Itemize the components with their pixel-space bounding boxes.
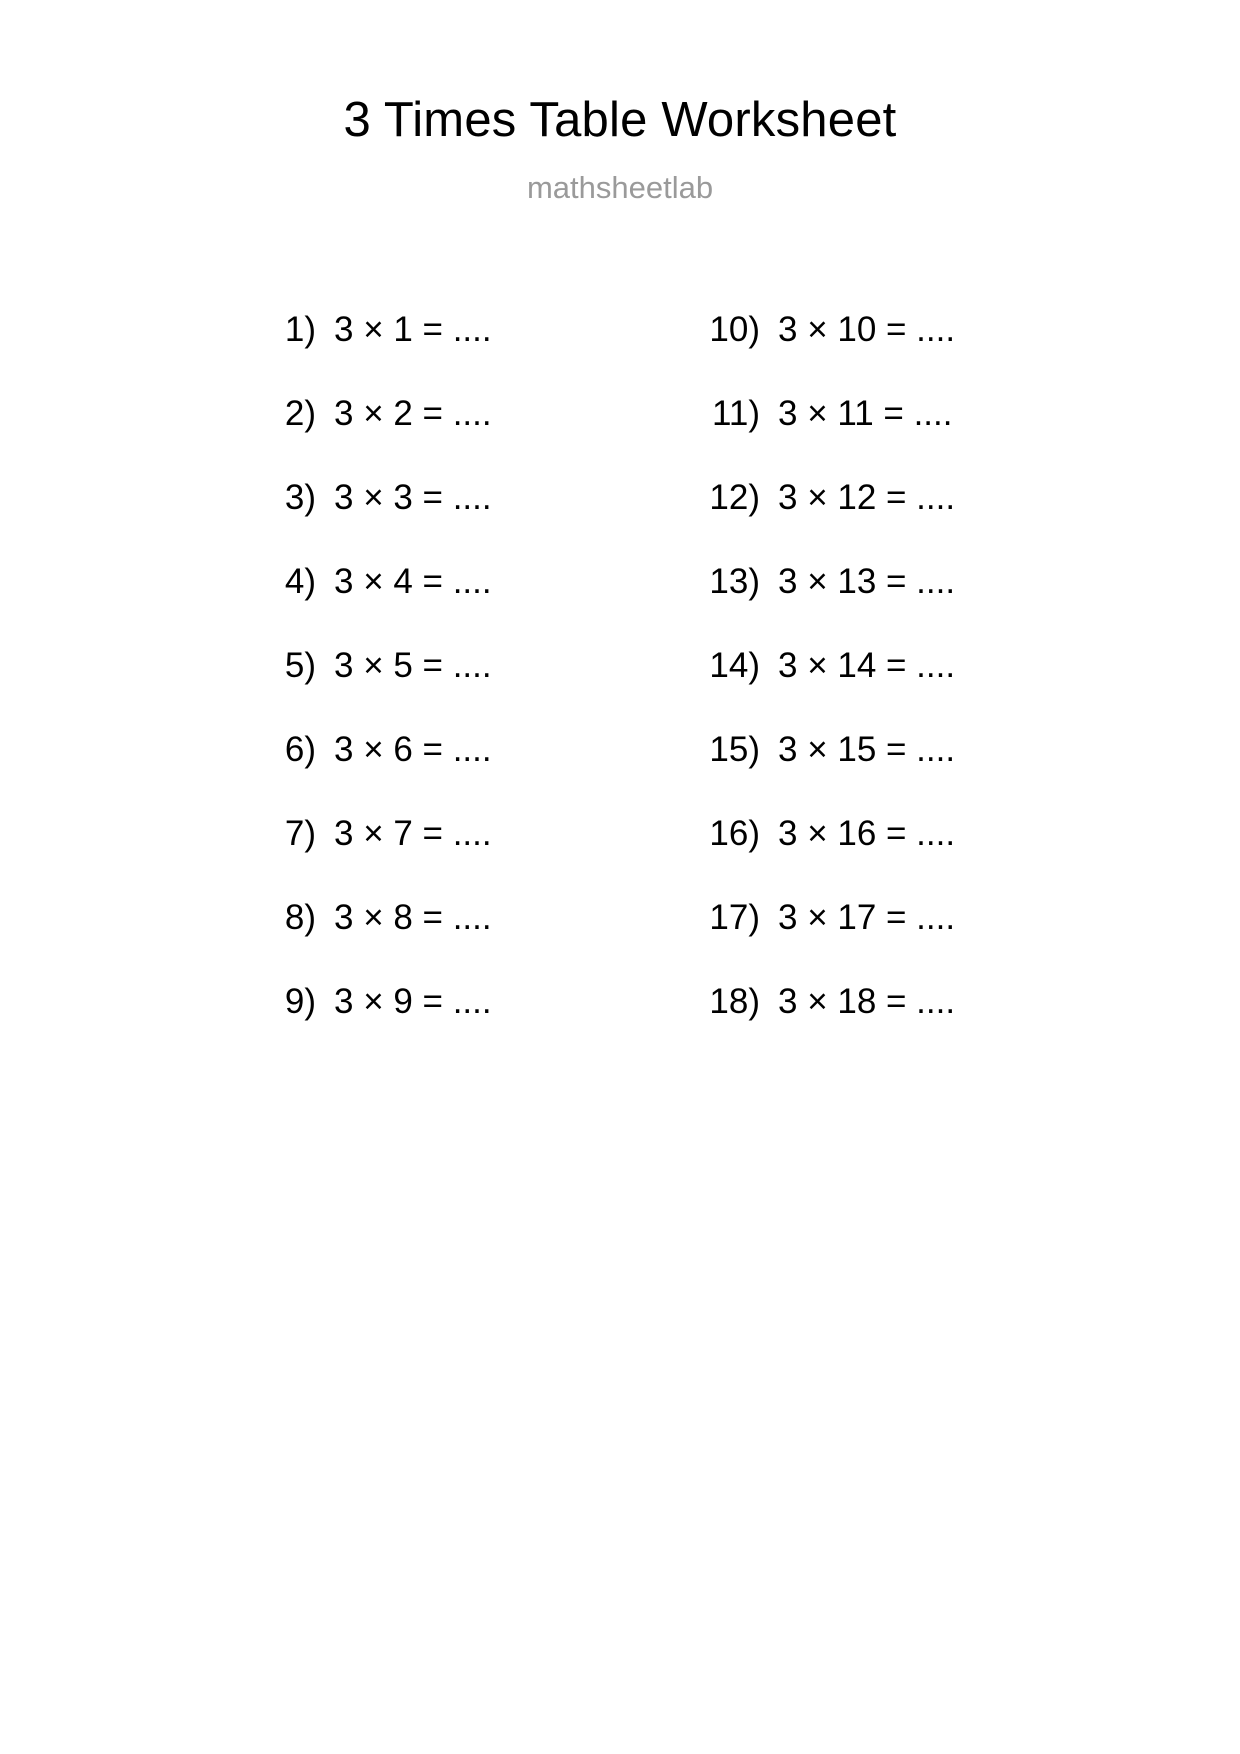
problem-number: 4) xyxy=(284,562,316,601)
problem-expression: 3 × 1 = .... xyxy=(334,310,492,349)
problem-item xyxy=(682,876,1012,960)
problem-expression: 3 × 11 = .... xyxy=(778,394,953,433)
problem-item xyxy=(682,708,1012,792)
problem-expression: 3 × 14 = .... xyxy=(778,646,956,685)
problem-expression: 3 × 17 = .... xyxy=(778,898,956,937)
problem-expression: 3 × 13 = .... xyxy=(778,562,956,601)
problem-item xyxy=(682,624,1012,708)
problem-number: 1) xyxy=(284,310,316,349)
problem-expression: 3 × 18 = .... xyxy=(778,982,956,1021)
problem-expression: 3 × 10 = .... xyxy=(778,310,956,349)
problem-item xyxy=(238,456,568,540)
left-column xyxy=(238,288,568,1044)
problem-number: 7) xyxy=(284,814,316,853)
problem-item xyxy=(238,708,568,792)
problem-item xyxy=(682,372,1012,456)
problem-item xyxy=(238,876,568,960)
problem-item xyxy=(238,372,568,456)
page-title: 3 Times Table Worksheet xyxy=(343,93,897,147)
problem-item xyxy=(238,960,568,1044)
problem-expression: 3 × 15 = .... xyxy=(778,730,956,769)
problem-expression: 3 × 7 = .... xyxy=(334,814,492,853)
problem-expression: 3 × 4 = .... xyxy=(334,562,492,601)
problem-number: 2) xyxy=(284,394,316,433)
problem-item xyxy=(682,456,1012,540)
problem-number: 9) xyxy=(284,982,316,1021)
problem-number: 13) xyxy=(709,562,760,601)
problem-number: 8) xyxy=(284,898,316,937)
problem-item xyxy=(682,540,1012,624)
problem-expression: 3 × 9 = .... xyxy=(334,982,492,1021)
problem-expression: 3 × 8 = .... xyxy=(334,898,492,937)
problem-item xyxy=(238,288,568,372)
problem-expression: 3 × 3 = .... xyxy=(334,478,492,517)
problem-list xyxy=(0,288,1240,1044)
problem-expression: 3 × 12 = .... xyxy=(778,478,956,517)
page-subtitle: mathsheetlab xyxy=(526,170,714,205)
problem-number: 3) xyxy=(284,478,316,517)
problem-number: 12) xyxy=(709,478,760,517)
problem-expression: 3 × 5 = .... xyxy=(334,646,492,685)
problem-number: 15) xyxy=(709,730,760,769)
problem-number: 11) xyxy=(712,394,760,433)
problem-item xyxy=(238,540,568,624)
problem-expression: 3 × 16 = .... xyxy=(778,814,956,853)
problem-item xyxy=(238,792,568,876)
problem-item xyxy=(682,960,1012,1044)
problem-number: 16) xyxy=(709,814,760,853)
problem-number: 18) xyxy=(709,982,760,1021)
problem-expression: 3 × 2 = .... xyxy=(334,394,492,433)
problem-item xyxy=(682,792,1012,876)
problem-number: 14) xyxy=(709,646,760,685)
problem-number: 5) xyxy=(284,646,316,685)
problem-number: 6) xyxy=(284,730,316,769)
problem-item xyxy=(682,288,1012,372)
problem-number: 17) xyxy=(709,898,760,937)
problem-expression: 3 × 6 = .... xyxy=(334,730,492,769)
problem-number: 10) xyxy=(709,310,760,349)
problem-item xyxy=(238,624,568,708)
right-column xyxy=(682,288,1012,1044)
